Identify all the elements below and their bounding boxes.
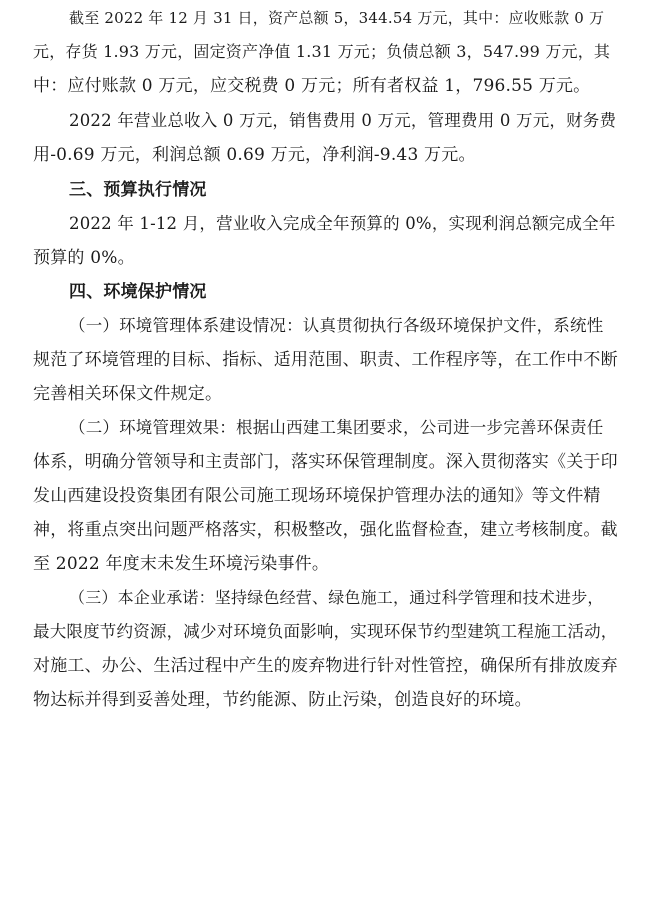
text-line: （一）环境管理体系建设情况：认真贯彻执行各级环境保护文件，系统性 bbox=[69, 316, 604, 335]
text-line: 用-0.69 万元，利润总额 0.69 万元，净利润-9.43 万元。 bbox=[33, 145, 476, 165]
text-line: 截至 2022 年 12 月 31 日，资产总额 5，344.54 万元，其中：应收账款 0 万 bbox=[69, 9, 605, 27]
section-4-heading: 四、环境保护情况 bbox=[69, 282, 207, 302]
text-line: 2022 年营业总收入 0 万元，销售费用 0 万元，管理费用 0 万元，财务费 bbox=[69, 111, 617, 130]
text-line: 发山西建设投资集团有限公司施工现场环境保护管理办法的通知》等文件精 bbox=[33, 486, 601, 506]
text-line: 预算的 0%。 bbox=[33, 248, 135, 268]
text-line: 2022 年 1-12 月，营业收入完成全年预算的 0%，实现利润总额完成全年 bbox=[69, 214, 616, 233]
text-line: 物达标并得到妥善处理，节约能源、防止污染，创造良好的环境。 bbox=[33, 690, 532, 710]
text-line: 神，将重点突出问题严格落实，积极整改，强化监督检查，建立考核制度。截 bbox=[33, 520, 618, 540]
text-line: （三）本企业承诺：坚持绿色经营、绿色施工，通过科学管理和技术进步， bbox=[69, 588, 604, 607]
text-line: 规范了环境管理的目标、指标、适用范围、职责、工作程序等，在工作中不断 bbox=[33, 350, 618, 370]
text-line: 体系，明确分管领导和主责部门，落实环保管理制度。深入贯彻落实《关于印 bbox=[33, 452, 618, 472]
section-3-heading: 三、预算执行情况 bbox=[69, 180, 207, 200]
text-line: （二）环境管理效果：根据山西建工集团要求，公司进一步完善环保责任 bbox=[69, 418, 604, 437]
text-line: 完善相关环保文件规定。 bbox=[33, 384, 223, 404]
text-line: 中：应付账款 0 万元，应交税费 0 万元；所有者权益 1，796.55 万元。 bbox=[33, 76, 591, 96]
text-line: 最大限度节约资源，减少对环境负面影响，实现环保节约型建筑工程施工活动， bbox=[33, 622, 618, 641]
text-line: 对施工、办公、生活过程中产生的废弃物进行针对性管控，确保所有排放废弃 bbox=[33, 656, 618, 676]
text-line: 至 2022 年度末未发生环境污染事件。 bbox=[33, 554, 330, 574]
text-line: 元，存货 1.93 万元，固定资产净值 1.31 万元；负债总额 3，547.99 万元，其 bbox=[33, 42, 611, 61]
